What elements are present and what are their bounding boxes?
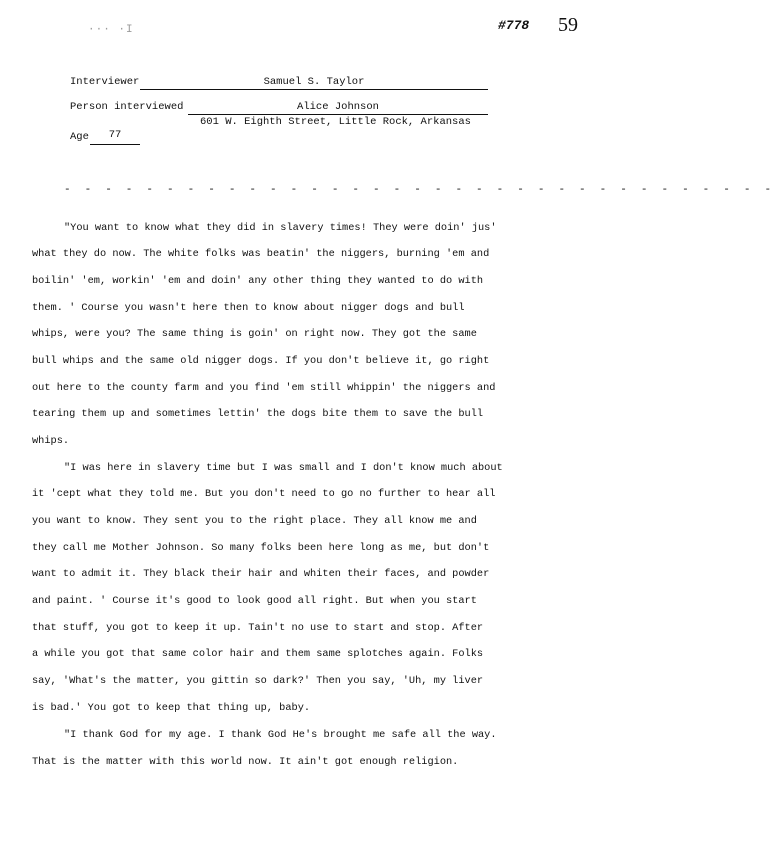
- interviewer-label: Interviewer: [70, 76, 140, 88]
- body-line: what they do now. The white folks was beatin' the niggers, burning 'em and: [32, 248, 490, 260]
- body-line: you want to know. They sent you to the right place. They all know me and: [32, 515, 477, 527]
- body-line: boilin' 'em, workin' 'em and doin' any other thing they wanted to do with: [32, 275, 484, 287]
- body-line: tearing them up and sometimes lettin' the dogs bite them to save the bull: [32, 408, 484, 420]
- separator-line: - - - - - - - - - - - - - - - - - - - - - - - - - - - - - - - - - - -: [64, 184, 775, 196]
- age-label: Age: [70, 131, 89, 143]
- body-line: "You want to know what they did in slavery times! They were doin' jus': [64, 222, 497, 234]
- interviewer-name: Samuel S. Taylor: [263, 76, 365, 88]
- page-number: 59: [558, 14, 578, 36]
- body-line: That is the matter with this world now. It ain't got enough religion.: [32, 756, 459, 768]
- body-line: that stuff, you got to keep it up. Tain't no use to start and stop. After: [32, 622, 484, 634]
- age-underline: [90, 144, 140, 145]
- faint-stamp: ··· ·I: [88, 24, 134, 36]
- person-underline: [188, 114, 488, 115]
- body-line: "I was here in slavery time but I was small and I don't know much about: [64, 462, 503, 474]
- document-number: #778: [498, 18, 530, 33]
- body-line: whips, were you? The same thing is goin' on right now. They got the same: [32, 328, 477, 340]
- body-line: say, 'What's the matter, you gittin so dark?' Then you say, 'Uh, my liver: [32, 675, 484, 687]
- body-line: them. ' Course you wasn't here then to know about nigger dogs and bull: [32, 302, 465, 314]
- body-line: is bad.' You got to keep that thing up, baby.: [32, 702, 311, 714]
- address: 601 W. Eighth Street, Little Rock, Arkansas: [200, 116, 471, 128]
- body-line: out here to the county farm and you find 'em still whippin' the niggers and: [32, 382, 496, 394]
- person-interviewed-label: Person interviewed: [70, 101, 184, 113]
- body-line: bull whips and the same old nigger dogs. If you don't believe it, go right: [32, 355, 490, 367]
- body-line: want to admit it. They black their hair and whiten their faces, and powder: [32, 568, 490, 580]
- interviewer-underline: [140, 89, 488, 90]
- body-line: it 'cept what they told me. But you don't need to go no further to hear all: [32, 488, 496, 500]
- person-name: Alice Johnson: [297, 101, 379, 113]
- body-line: they call me Mother Johnson. So many folks been here long as me, but don't: [32, 542, 490, 554]
- body-line: whips.: [32, 435, 70, 447]
- body-line: a while you got that same color hair and them same splotches again. Folks: [32, 648, 484, 660]
- body-line: and paint. ' Course it's good to look good all right. But when you start: [32, 595, 477, 607]
- body-line: "I thank God for my age. I thank God He's brought me safe all the way.: [64, 729, 497, 741]
- age-value: 77: [108, 129, 122, 141]
